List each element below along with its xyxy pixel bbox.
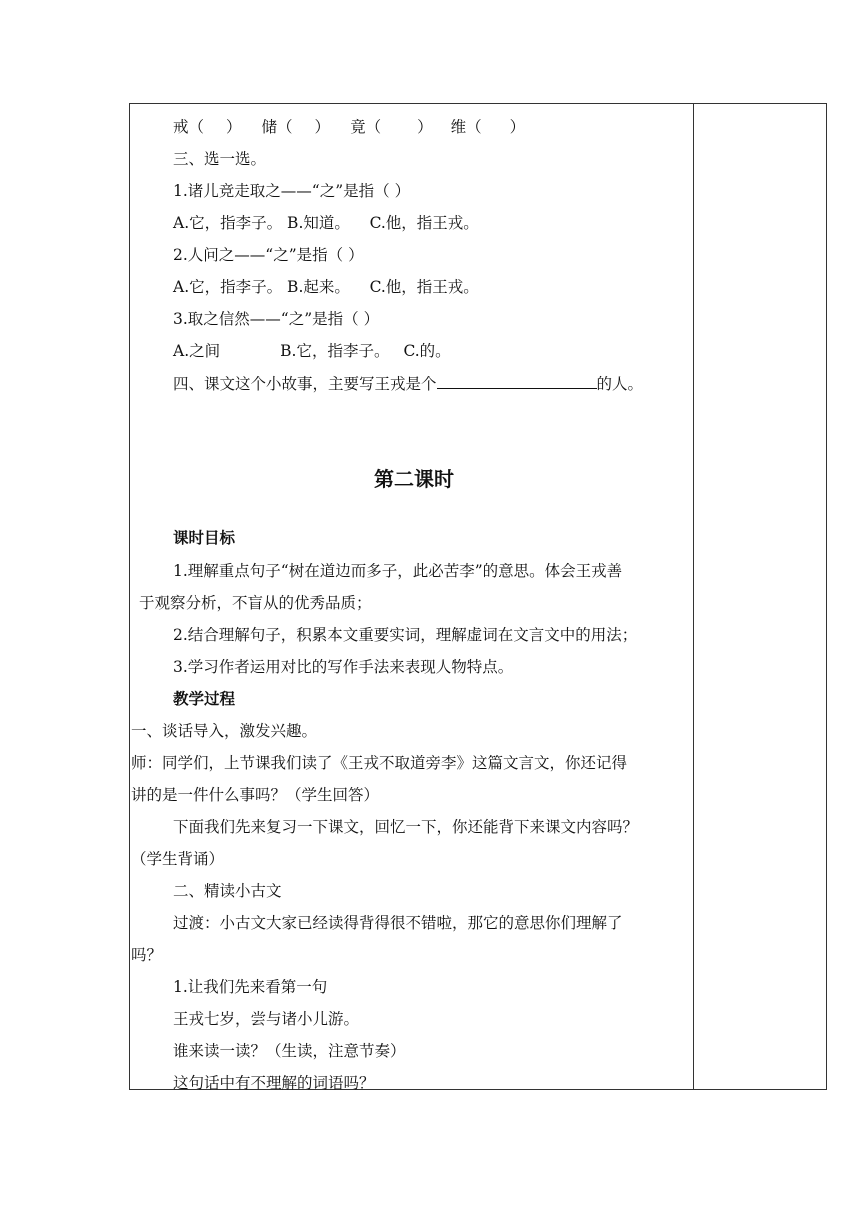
question-2: 2.人问之——“之”是指（ ）	[173, 246, 364, 264]
char-4: 维（	[450, 118, 482, 136]
review-line: 下面我们先来复习一下课文，回忆一下，你还能背下来课文内容吗？	[173, 818, 639, 836]
goal-1: 1.理解重点句子“树在道边而多子，此必苦李”的意思。体会王戎善	[173, 562, 623, 580]
sentence-intro: 1.让我们先来看第一句	[173, 978, 328, 996]
page-title: 第二课时	[374, 467, 454, 491]
question-4: 四、课文这个小故事，主要写王戎是个 的人。	[173, 375, 644, 393]
pinyin-fill-line: 戒（ ） 储（ ） 竟（ ） 维（ ）	[173, 118, 526, 136]
step-1: 一、谈话导入，激发兴趣。	[131, 722, 318, 740]
reading-prompt: 谁来读一读？（生读，注意节奏）	[173, 1042, 406, 1060]
goal-3: 3.学习作者运用对比的写作手法来表现人物特点。	[173, 658, 514, 676]
char-1: 戒（	[173, 118, 205, 136]
transition-line: 过渡：小古文大家已经读得背得很不错啦，那它的意思你们理解了	[173, 914, 623, 932]
answer-blank	[437, 373, 597, 389]
process-heading: 教学过程	[173, 689, 236, 708]
options-3: A.之间 B.它，指李子。 C.的。	[173, 342, 451, 360]
step-2: 二、精读小古文	[173, 882, 282, 900]
section-heading: 三、选一选。	[173, 150, 267, 168]
char-2: 储（	[261, 118, 293, 136]
transition-line-cont: 吗？	[131, 946, 163, 964]
question-1: 1.诸儿竞走取之——“之”是指（ ）	[173, 182, 411, 200]
teacher-line: 师：同学们，上节课我们读了《王戎不取道旁李》这篇文言文，你还记得	[131, 754, 628, 772]
options-2: A.它，指李子。 B.起来。 C.他，指王戎。	[173, 278, 479, 296]
teacher-line-cont: 讲的是一件什么事吗？（学生回答）	[131, 786, 380, 804]
quoted-sentence: 王戎七岁，尝与诸小儿游。	[173, 1010, 360, 1028]
goals-heading: 课时目标	[173, 528, 236, 547]
review-line-cont: （学生背诵）	[131, 850, 225, 868]
goal-1-cont: 于观察分析，不盲从的优秀品质；	[139, 594, 372, 612]
options-1: A.它，指李子。 B.知道。 C.他，指王戎。	[173, 214, 479, 232]
question-3: 3.取之信然——“之”是指（ ）	[173, 310, 380, 328]
table-column-divider	[693, 103, 694, 1090]
char-3: 竟（	[350, 118, 382, 136]
goal-2: 2.结合理解句子，积累本文重要实词，理解虚词在文言文中的用法；	[173, 626, 638, 644]
vocab-question: 这句话中有不理解的词语吗？	[173, 1074, 375, 1092]
